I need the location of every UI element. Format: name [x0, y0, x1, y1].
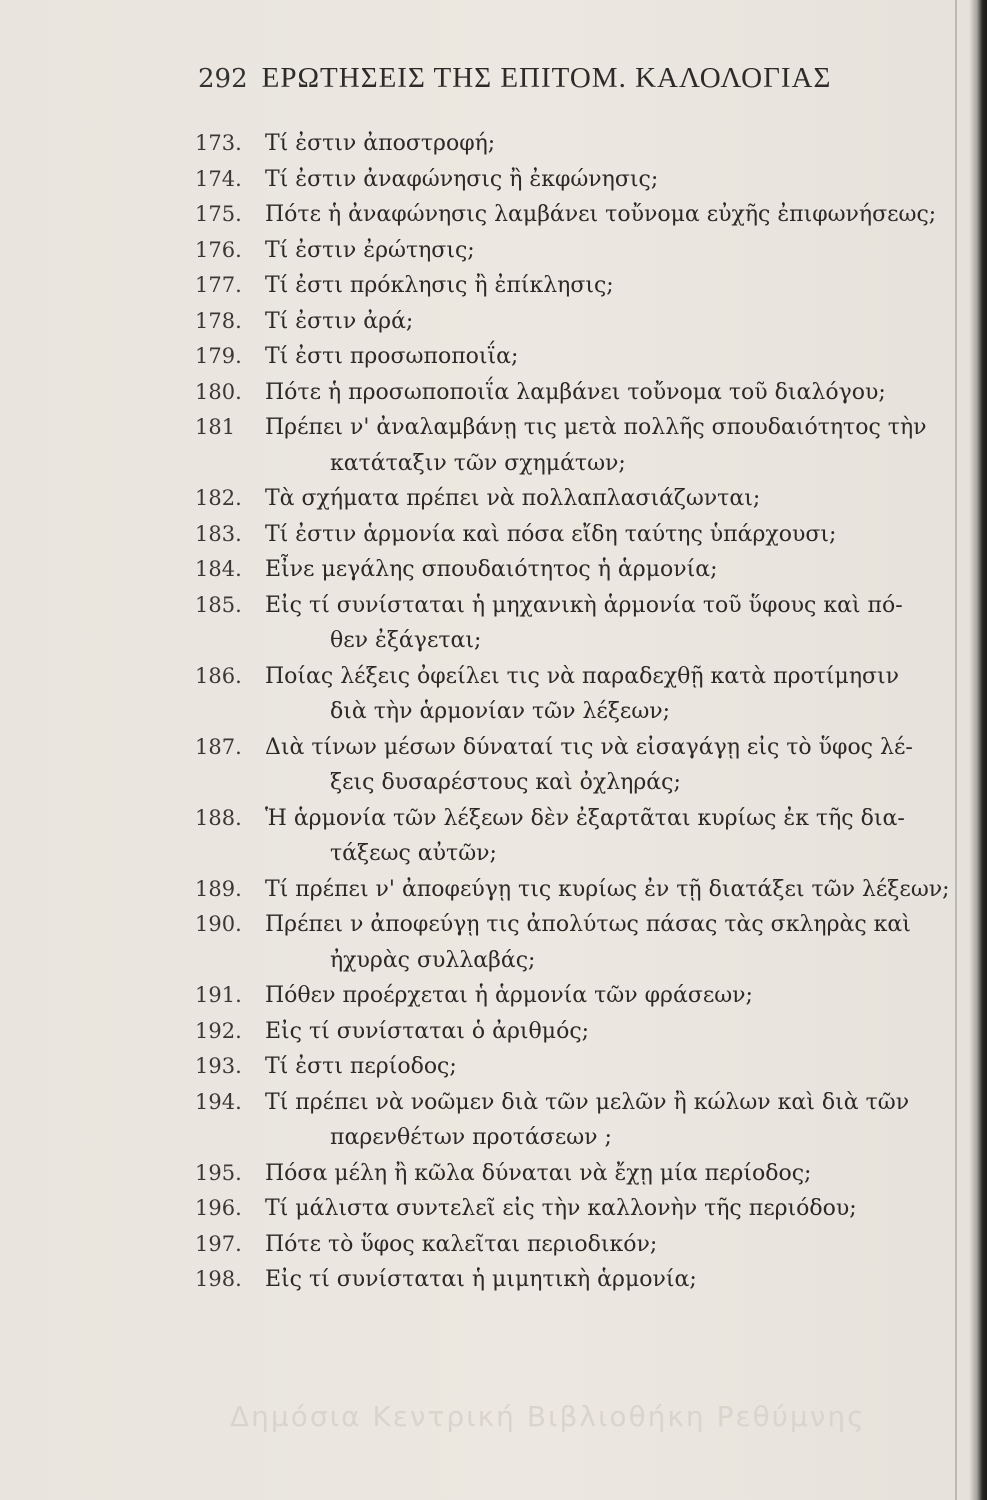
question-item	[195, 1262, 965, 1298]
running-title: ΕΡΩΤΗΣΕΙΣ ΤΗΣ ΕΠΙΤΟΜ. ΚΑΛΟΛΟΓΙΑΣ	[261, 62, 832, 94]
question-item	[195, 659, 965, 730]
question-text: Τὰ σχήματα πρέπει νὰ πολλαπλασιάζωνται;	[265, 486, 761, 511]
question-number: 174.	[195, 166, 242, 191]
question-list	[195, 126, 965, 1298]
question-text: Τί μάλιστα συντελεῖ εἰς τὴν καλλονὴν τῆς περιόδου;	[265, 1196, 857, 1221]
question-item	[195, 517, 965, 553]
question-text: Πόσα μέλη ἢ κῶλα δύναται νὰ ἔχῃ μία περίοδος;	[265, 1160, 812, 1186]
question-line	[195, 126, 965, 162]
question-item	[195, 1085, 965, 1156]
question-line	[195, 1085, 965, 1121]
question-line	[195, 233, 965, 269]
question-number: 197.	[195, 1231, 242, 1256]
question-item	[195, 375, 965, 411]
question-line	[195, 517, 965, 553]
question-number: 180.	[195, 379, 242, 404]
question-text: Εἰς τί συνίσταται ὁ ἀριθμός;	[265, 1018, 590, 1044]
question-item	[195, 304, 965, 340]
question-continuation: ξεις δυσαρέστους καὶ ὀχληράς;	[330, 770, 681, 795]
question-number: 182.	[195, 486, 242, 510]
question-text: Τί ἐστιν ἀρά;	[265, 308, 414, 334]
question-number: 190.	[195, 912, 242, 936]
question-text: Τί ἐστιν ἐρώτησις;	[265, 237, 475, 263]
question-number: 185.	[195, 592, 242, 617]
question-number: 181	[195, 415, 236, 439]
question-number: 175.	[195, 202, 242, 226]
question-text: Πόθεν προέρχεται ἡ ἁρμονία τῶν φράσεων;	[265, 983, 753, 1008]
question-item	[195, 339, 965, 375]
question-text: Τί ἐστι προσωποποιΐα;	[265, 344, 519, 369]
question-line	[195, 375, 965, 411]
question-number: 194.	[195, 1089, 242, 1114]
question-item	[195, 872, 965, 908]
question-item	[195, 410, 965, 481]
question-line	[195, 481, 965, 517]
question-item	[195, 588, 965, 659]
question-line	[195, 552, 965, 588]
question-number: 195.	[195, 1160, 242, 1185]
question-item	[195, 1156, 965, 1192]
question-text: Ἡ ἁρμονία τῶν λέξεων δὲν ἐξαρτᾶται κυρίως ἐκ τῆς δια-	[265, 805, 905, 831]
question-line	[195, 588, 965, 624]
question-text: Πότε ἡ προσωποποιΐα λαμβάνει τοὔνομα τοῦ διαλόγου;	[265, 379, 886, 405]
question-line	[195, 162, 965, 198]
question-text: Τί ἐστιν ἀποστροφή;	[265, 131, 496, 156]
question-line	[195, 978, 965, 1014]
question-item	[195, 907, 965, 978]
question-item	[195, 1227, 965, 1263]
question-item	[195, 1049, 965, 1085]
question-line	[195, 872, 965, 908]
question-continuation: θεν ἐξάγεται;	[330, 628, 482, 653]
question-continuation: διὰ τὴν ἁρμονίαν τῶν λέξεων;	[330, 699, 671, 724]
question-number: 187.	[195, 734, 242, 759]
question-line	[195, 1191, 965, 1227]
question-line	[195, 304, 965, 340]
question-item	[195, 730, 965, 801]
question-line	[195, 197, 965, 233]
question-text: Τί ἐστιν ἀναφώνησις ἢ ἐκφώνησις;	[265, 166, 659, 192]
question-text: Εἶνε μεγάλης σπουδαιότητος ἡ ἁρμονία;	[265, 557, 718, 582]
question-line	[195, 268, 965, 304]
question-item	[195, 552, 965, 588]
question-text: Τί ἐστι περίοδος;	[265, 1054, 457, 1079]
question-item	[195, 162, 965, 198]
question-text: Εἰς τί συνίσταται ἡ μιμητικὴ ἁρμονία;	[265, 1267, 697, 1292]
question-number: 177.	[195, 273, 242, 297]
question-item	[195, 197, 965, 233]
question-number: 196.	[195, 1196, 242, 1220]
question-number: 192.	[195, 1018, 242, 1043]
question-text: Πότε τὸ ὕφος καλεῖται περιοδικόν;	[265, 1231, 658, 1257]
question-item	[195, 801, 965, 872]
question-item	[195, 978, 965, 1014]
question-line	[195, 1156, 965, 1192]
question-continuation: ἠχυρὰς συλλαβάς;	[330, 947, 536, 973]
question-number: 184.	[195, 557, 242, 581]
question-item	[195, 233, 965, 269]
question-continuation: τάξεως αὐτῶν;	[330, 841, 497, 866]
question-line	[195, 1227, 965, 1263]
question-text: Ποίας λέξεις ὀφείλει τις νὰ παραδεχθῇ κατὰ προτίμησιν	[265, 663, 900, 689]
page-number: 292	[198, 64, 248, 94]
question-line	[195, 339, 965, 375]
library-watermark: Δημόσια Κεντρική Βιβλιοθήκη Ρεθύμνης	[230, 1400, 866, 1433]
question-number: 178.	[195, 308, 242, 333]
question-number: 188.	[195, 805, 242, 830]
question-line	[195, 1049, 965, 1085]
question-text: Εἰς τί συνίσταται ἡ μηχανικὴ ἁρμονία τοῦ ὕφους καὶ πό-	[265, 592, 903, 618]
question-number: 176.	[195, 237, 242, 262]
question-line	[195, 659, 965, 695]
question-number: 173.	[195, 131, 242, 155]
question-item	[195, 1191, 965, 1227]
question-number: 193.	[195, 1054, 242, 1078]
question-number: 189.	[195, 876, 242, 901]
question-text: Πότε ἡ ἀναφώνησις λαμβάνει τοὔνομα εὐχῆς ἐπιφωνήσεως;	[265, 202, 937, 227]
question-line	[195, 730, 965, 766]
page-header	[198, 62, 938, 102]
question-number: 191.	[195, 983, 242, 1007]
question-text: Τί πρέπει νὰ νοῶμεν διὰ τῶν μελῶν ἢ κώλων καὶ διὰ τῶν	[265, 1089, 910, 1115]
question-number: 198.	[195, 1267, 242, 1291]
question-line	[195, 1262, 965, 1298]
question-continuation: παρενθέτων προτάσεων ;	[330, 1125, 612, 1150]
page-edge-shadow	[969, 0, 987, 1500]
question-number: 179.	[195, 344, 242, 368]
question-item	[195, 1014, 965, 1050]
question-line	[195, 907, 965, 943]
question-number: 186.	[195, 663, 242, 688]
question-line	[195, 410, 965, 446]
question-line	[195, 1014, 965, 1050]
question-text: Πρέπει ν' ἀναλαμβάνῃ τις μετὰ πολλῆς σπουδαιότητος τὴν	[265, 415, 927, 440]
question-number: 183.	[195, 521, 242, 546]
question-text: Τί ἐστιν ἁρμονία καὶ πόσα εἴδη ταύτης ὑπάρχουσι;	[265, 521, 837, 547]
question-text: Διὰ τίνων μέσων δύναταί τις νὰ εἰσαγάγῃ εἰς τὸ ὕφος λέ-	[265, 734, 913, 760]
question-item	[195, 126, 965, 162]
question-text: Πρέπει ν ἀποφεύγῃ τις ἀπολύτως πάσας τὰς σκληρὰς καὶ	[265, 912, 911, 937]
question-continuation: κατάταξιν τῶν σχημάτων;	[330, 450, 626, 476]
question-item	[195, 481, 965, 517]
question-line	[195, 801, 965, 837]
question-item	[195, 268, 965, 304]
question-text: Τί πρέπει ν' ἀποφεύγῃ τις κυρίως ἐν τῇ διατάξει τῶν λέξεων;	[265, 876, 950, 902]
question-text: Τί ἐστι πρόκλησις ἢ ἐπίκλησις;	[265, 273, 614, 298]
